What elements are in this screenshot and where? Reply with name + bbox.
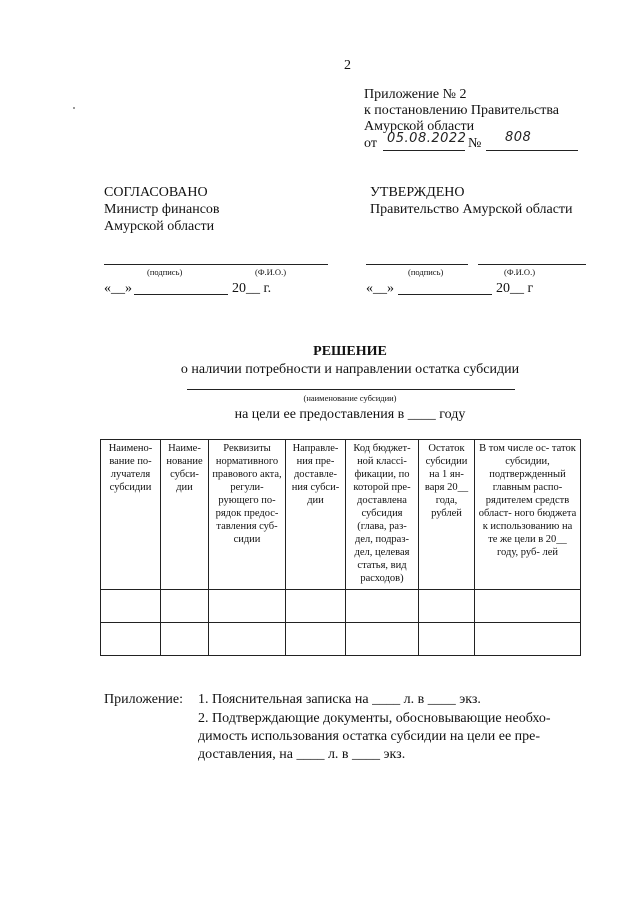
subsidy-table	[100, 439, 581, 656]
table-cell	[101, 590, 161, 623]
appendix-line2: к постановлению Правительства	[364, 103, 560, 118]
table-header-cell: В том числе ос- таток субсидии, подтвержденный главным распо- рядителем средств област- ного бюджета к использованию на те же цели в 20__ году, руб- лей	[475, 440, 581, 590]
left-name-caption: (Ф.И.О.)	[255, 267, 287, 277]
margin-dot	[73, 107, 75, 109]
table-cell	[101, 623, 161, 656]
appendix-from-label: от	[364, 136, 377, 151]
attachments-label: Приложение:	[104, 692, 184, 707]
attachment-item-2-line2: димость использования остатка субсидии на цели ее пре-	[198, 729, 541, 744]
table-header-cell: Остаток субсидии на 1 ян- варя 20__ года, рублей	[419, 440, 475, 590]
left-sign-caption: (подпись)	[147, 267, 183, 277]
appendix-date: 05.08.2022	[387, 131, 467, 146]
table-header-cell: Наиме- нование субси- дии	[161, 440, 209, 590]
table-header-cell: Наимено- вание по- лучателя субсидии	[101, 440, 161, 590]
attachment-item-2-line3: доставления, на ____ л. в ____ экз.	[198, 747, 406, 762]
page-number: 2	[344, 58, 351, 73]
table-row	[101, 590, 581, 623]
right-date-line	[398, 294, 492, 295]
table-cell	[419, 623, 475, 656]
right-sign-caption: (подпись)	[408, 267, 444, 277]
decision-subtitle: о наличии потребности и направлении остатка субсидии	[180, 362, 520, 377]
approval-left-line2: Амурской области	[104, 219, 215, 234]
table-cell	[209, 590, 286, 623]
table-cell	[475, 590, 581, 623]
appendix-line1: Приложение № 2	[364, 87, 467, 102]
right-date-open: «__»	[366, 281, 394, 296]
table-cell	[161, 623, 209, 656]
table-cell	[419, 590, 475, 623]
appendix-line3: Амурской области	[364, 119, 475, 134]
number-underline	[486, 150, 578, 151]
approval-right-line1: Правительство Амурской области	[370, 202, 573, 217]
table-cell	[346, 623, 419, 656]
table-row	[101, 623, 581, 656]
right-signature-line	[366, 264, 468, 265]
attachment-item-2-line1: 2. Подтверждающие документы, обосновывающие необхо-	[198, 711, 551, 726]
left-year: 20__ г.	[232, 281, 272, 296]
attachment-item-1: 1. Пояснительная записка на ____ л. в ____ экз.	[198, 692, 481, 707]
table-cell	[209, 623, 286, 656]
table-header-cell: Код бюджет- ной классі- фикации, по которой пре- доставлена субсидия (глава, раз- дел, подраз- дел, целевая статья, вид расходов)	[346, 440, 419, 590]
approval-right-title: УТВЕРЖДЕНО	[370, 185, 465, 200]
date-underline	[383, 150, 465, 151]
decision-title: РЕШЕНИЕ	[313, 344, 387, 359]
right-name-caption: (Ф.И.О.)	[504, 267, 536, 277]
decision-purpose: на цели ее предоставления в ____ году	[234, 407, 466, 422]
table-header-cell: Направле- ния пре- доставле- ния субси- дии	[286, 440, 346, 590]
approval-left-title: СОГЛАСОВАНО	[104, 185, 208, 200]
table-cell	[161, 590, 209, 623]
subsidy-name-line	[187, 389, 515, 390]
subsidy-name-caption: (наименование субсидии)	[303, 393, 397, 403]
table-cell	[286, 623, 346, 656]
table-header-row	[101, 440, 581, 590]
approval-left-line1: Министр финансов	[104, 202, 220, 217]
left-date-line	[134, 294, 228, 295]
appendix-number: 808	[505, 130, 532, 145]
right-year: 20__ г	[496, 281, 534, 296]
appendix-number-label: №	[468, 136, 482, 151]
table-cell	[475, 623, 581, 656]
table-header-cell: Реквизиты нормативного правового акта, регули- рующего по- рядок предос- тавления суб- сидии	[209, 440, 286, 590]
left-signature-line	[104, 264, 328, 265]
left-date-open: «__»	[104, 281, 132, 296]
table-cell	[286, 590, 346, 623]
right-name-line	[478, 264, 586, 265]
table-cell	[346, 590, 419, 623]
